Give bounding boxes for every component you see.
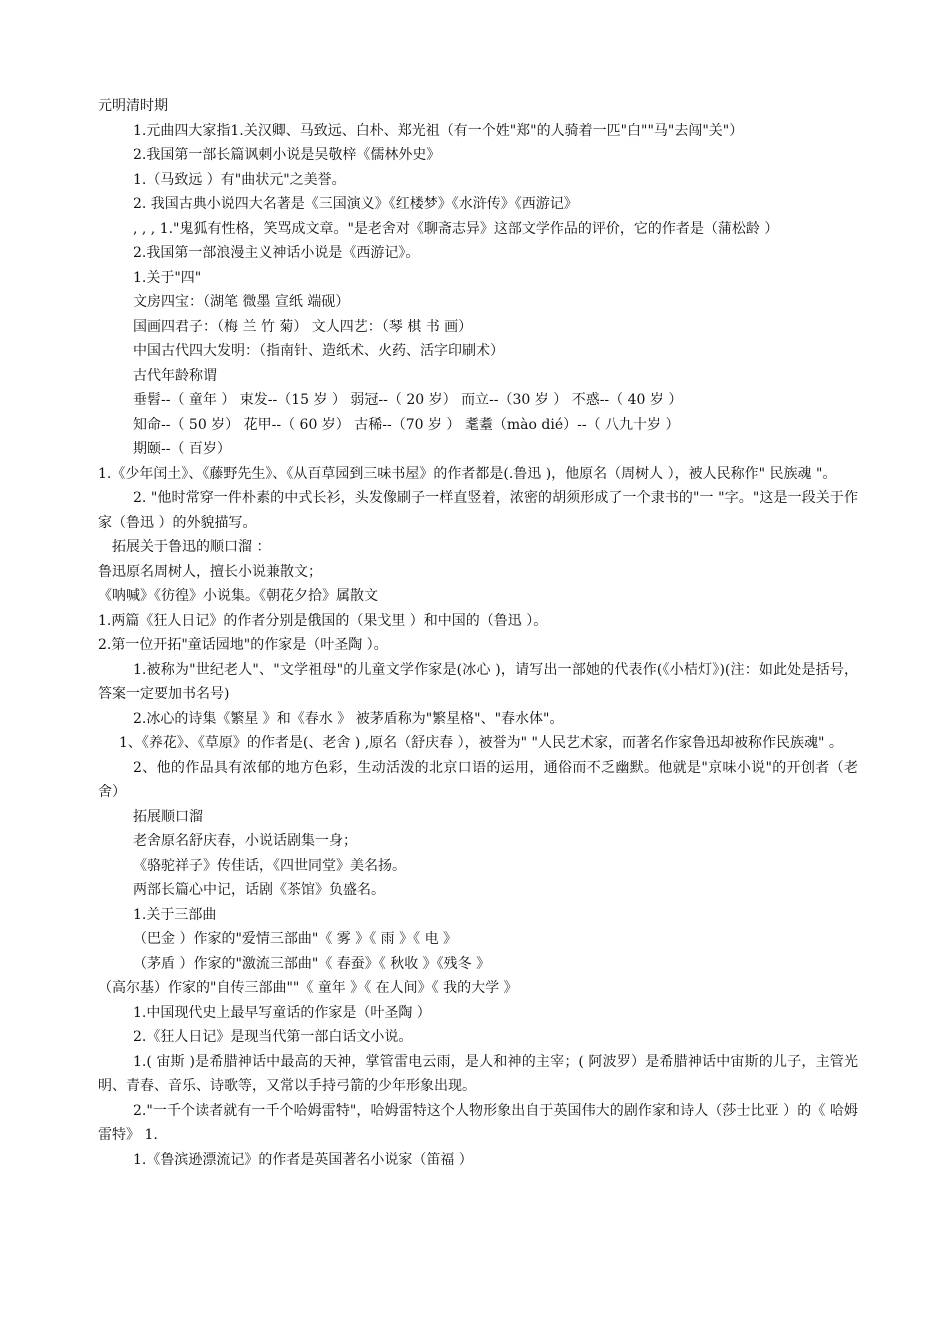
text-line: 2.第一位开拓"童话园地"的作家是（叶圣陶 ）。: [98, 637, 388, 653]
text-paragraph: 1、《养花》、《草原》的作者是(、老舍 ) ,原名（舒庆春 ），被誉为" "人民艺术家，而著名作家鲁迅却被称作民族魂" 。: [119, 735, 843, 751]
text-line: 2.我国第一部浪漫主义神话小说是《西游记》。: [133, 245, 420, 261]
text-line: 1.（马致远 ）有"曲状元"之美誉。: [133, 171, 346, 188]
text-line: 2.《狂人日记》是现当代第一部白话文小说。: [133, 1029, 413, 1045]
document-body: [98, 94, 858, 1172]
text-line: （高尔基）作家的"自传三部曲""《 童年 》《 在人间》《 我的大学 》: [98, 980, 518, 996]
text-line: 1.关于"四": [133, 269, 202, 286]
text-line: （巴金 ）作家的"爱情三部曲"《 雾 》《 雨 》《 电 》: [133, 931, 458, 947]
text-line: 文房四宝：（湖笔 微墨 宣纸 端砚）: [133, 294, 350, 310]
text-line: 2. 我国古典小说四大名著是《三国演义》《红楼梦》《水浒传》《西游记》: [133, 196, 578, 212]
text-line: （茅盾 ）作家的"激流三部曲"《 春蚕》《 秋收 》《残冬 》: [133, 955, 491, 972]
text-line: 鲁迅原名周树人，擅长小说兼散文；: [98, 563, 322, 580]
text-line: 两部长篇心中记，话剧《茶馆》负盛名。: [133, 882, 385, 898]
text-line: 拓展关于鲁迅的顺口溜 ：: [112, 539, 271, 555]
text-paragraph: 1.《少年闰土》、《藤野先生》、《从百草园到三味书屋》的作者都是(.鲁迅 )，他原名（周树人 ），被人民称作" 民族魂 "。: [98, 465, 837, 482]
text-line: 垂髫--（ 童年 ） 束发--（15 岁 ） 弱冠--（ 20 岁） 而立--（30 岁 ） 不惑--（ 40 岁 ）: [133, 392, 683, 408]
text-line: 中国古代四大发明：（指南针、造纸术、火药、活字印刷术）: [133, 343, 504, 359]
text-paragraph: 2、他的作品具有浓郁的地方色彩，生动活泼的北京口语的运用，通俗而不乏幽默。他就是"京味小说"的开创者（老舍）: [98, 759, 858, 800]
text-line: 2.冰心的诗集《繁星 》和《春水 》 被茅盾称为"繁星格"、"春水体"。: [133, 710, 564, 727]
text-line: 1.关于三部曲: [133, 906, 217, 923]
text-line: 《骆驼祥子》传佳话，《四世同堂》美名扬。: [133, 857, 406, 874]
text-line: 拓展顺口溜: [133, 808, 203, 825]
text-paragraph: 2. "他时常穿一件朴素的中式长衫，头发像刷子一样直竖着，浓密的胡须形成了一个隶书的"一 "字。"这是一段关于作家（鲁迅 ）的外貌描写。: [98, 490, 858, 531]
text-paragraph: 1.被称为"世纪老人"、"文学祖母"的儿童文学作家是(冰心 )，请写出一部她的代表作(《小桔灯》)(注：如此处是括号，答案一定要加书名号): [98, 661, 858, 702]
text-paragraph: 2."一千个读者就有一千个哈姆雷特"，哈姆雷特这个人物形象出自于英国伟大的剧作家和诗人（莎士比亚 ）的《 哈姆雷特》 1.: [98, 1102, 858, 1143]
text-line: , , , 1."鬼狐有性格，笑骂成文章。"是老舍对《聊斋志异》这部文学作品的评价，它的作者是（蒲松龄 ）: [133, 220, 779, 237]
text-line: 古代年龄称谓: [133, 367, 217, 384]
text-line: 国画四君子：（梅 兰 竹 菊） 文人四艺：（琴 棋 书 画）: [133, 318, 473, 335]
text-line: 《呐喊》《彷徨》小说集。《朝花夕拾》属散文: [98, 588, 378, 604]
text-paragraph: 1.( 宙斯 )是希腊神话中最高的天神，掌管雷电云雨，是人和神的主宰；( 阿波罗）是希腊神话中宙斯的儿子，主管光明、青春、音乐、诗歌等，又常以手持弓箭的少年形象出现。: [98, 1053, 858, 1094]
text-line: 1.两篇《狂人日记》的作者分别是俄国的（果戈里 ）和中国的（鲁迅 ）。: [98, 612, 548, 629]
text-line: 1.元曲四大家指1.关汉卿、马致远、白朴、郑光祖（有一个姓"郑"的人骑着一匹"白""马"去闯"关"）: [133, 122, 744, 139]
section-heading: 元明清时期: [98, 98, 168, 114]
text-line: 2.我国第一部长篇讽刺小说是吴敬梓《儒林外史》: [133, 147, 441, 163]
text-line: 1.中国现代史上最早写童话的作家是（叶圣陶 ）: [133, 1004, 431, 1021]
text-line: 老舍原名舒庆春，小说话剧集一身；: [133, 833, 357, 849]
text-line: 1.《鲁滨逊漂流记》的作者是英国著名小说家（笛福 ）: [133, 1151, 473, 1168]
text-line: 期颐--（ 百岁）: [133, 441, 231, 457]
text-line: 知命--（ 50 岁） 花甲--（ 60 岁） 古稀--（70 岁 ） 耄耋（mào dié）--（ 八九十岁 ）: [133, 416, 680, 433]
